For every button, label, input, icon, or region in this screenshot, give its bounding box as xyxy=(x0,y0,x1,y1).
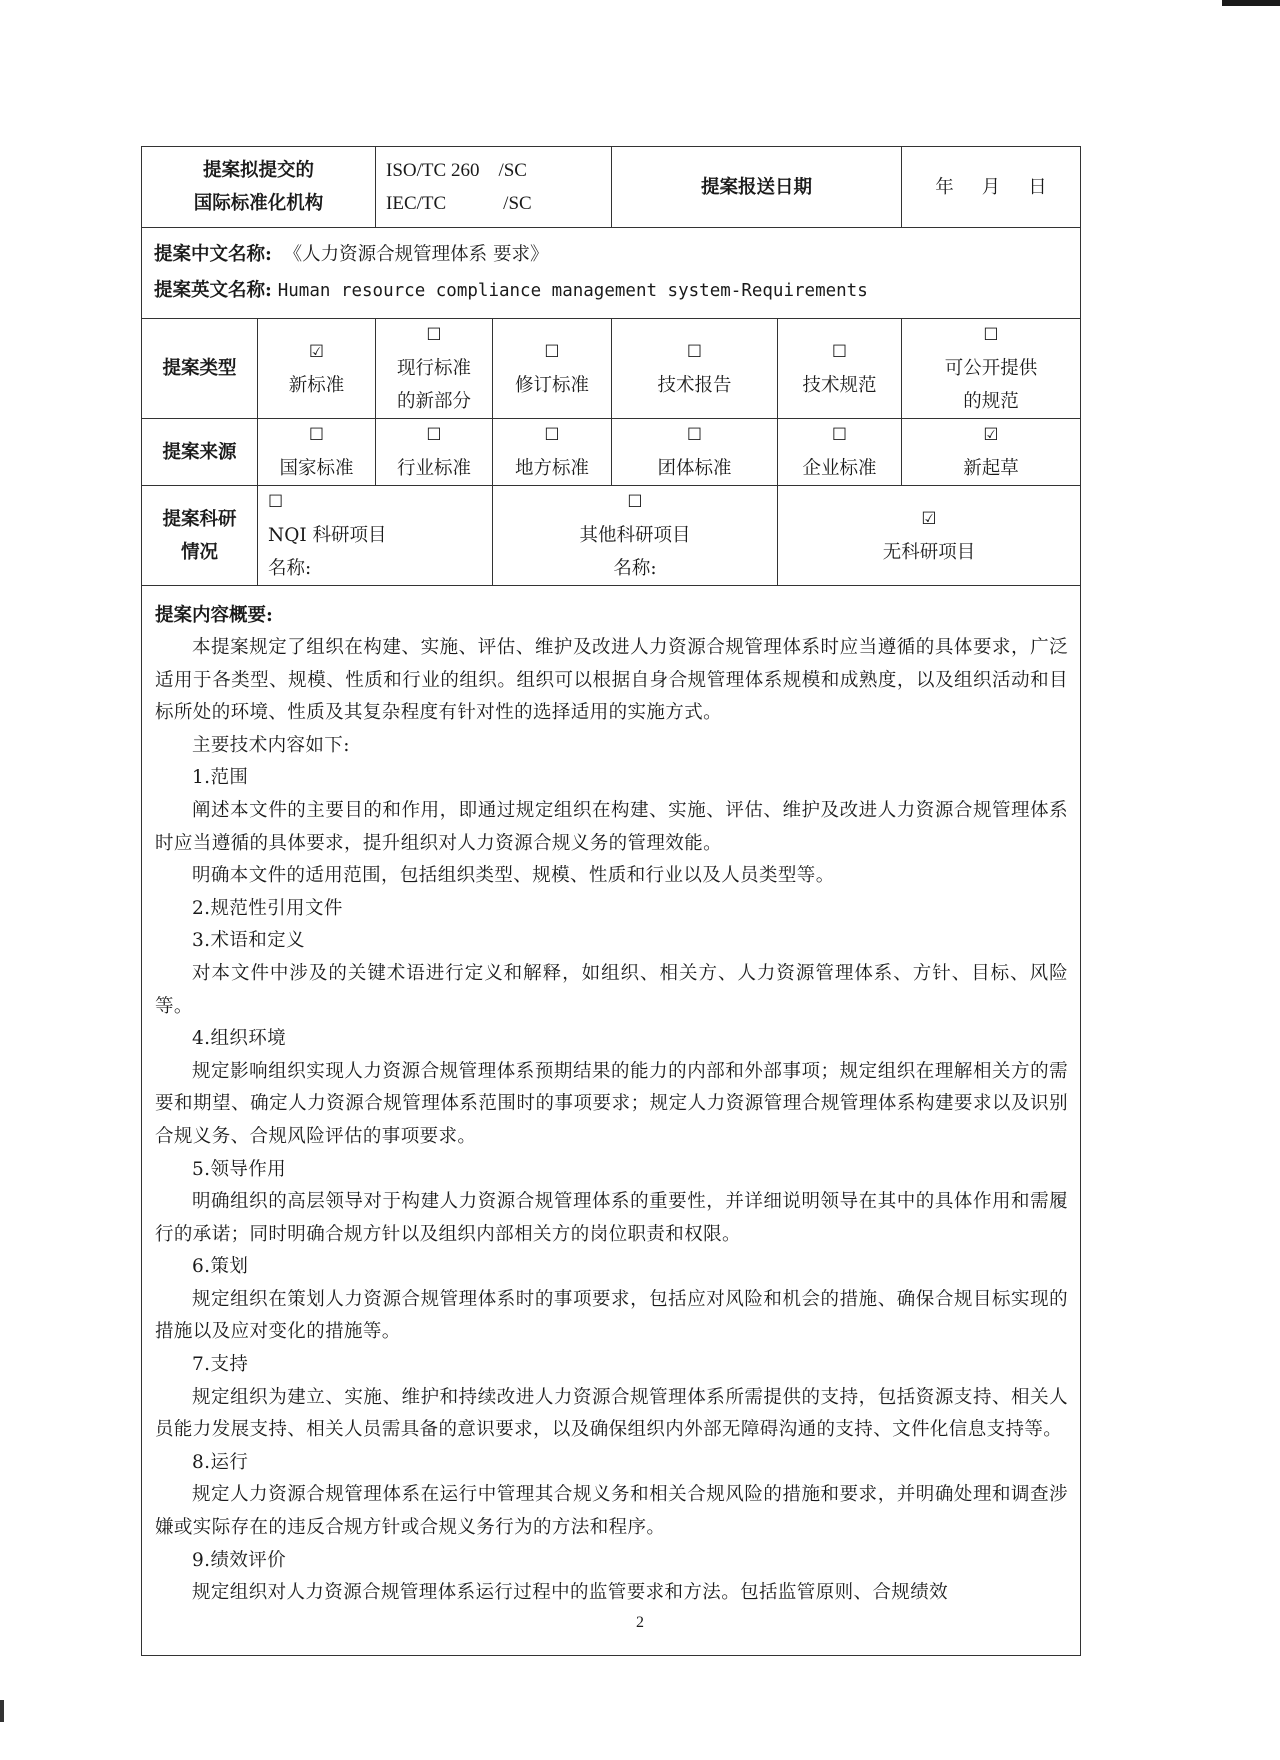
summary-row xyxy=(142,586,1081,1656)
source-option-enterprise[interactable] xyxy=(778,419,902,486)
source-option-label: 地方标准 xyxy=(515,458,590,479)
source-option-new-draft[interactable] xyxy=(902,419,1081,486)
cn-name-line xyxy=(142,237,1080,273)
source-option-national[interactable] xyxy=(258,419,376,486)
source-checkbox-new-draft[interactable]: ☑ xyxy=(983,425,999,445)
date-value-cell xyxy=(902,147,1081,228)
date-year: 年 xyxy=(935,176,954,198)
type-option-technical-spec[interactable] xyxy=(778,319,902,419)
summary-paragraph: 明确本文件的适用范围，包括组织类型、规模、性质和行业以及人员类型等。 xyxy=(192,865,835,887)
type-option-revision[interactable] xyxy=(493,319,612,419)
research-nqi-name-label: 名称: xyxy=(268,558,312,579)
section-heading: 1.范围 xyxy=(192,767,249,789)
type-checkbox-technical-report[interactable]: ☐ xyxy=(686,341,703,362)
type-option-label: 可公开提供 xyxy=(944,358,1038,379)
research-none-cell[interactable] xyxy=(778,486,1081,586)
summary-paragraph: 规定影响组织实现人力资源合规管理体系预期结果的能力的内部和外部事项；规定组织在理解相关方的需要和期望、确定人力资源合规管理体系范围时的事项要求；规定人力资源管理合规管理体系构建要求以及识别合规义务、合规风险评估的事项要求。 xyxy=(155,1060,1069,1147)
en-name-label: 提案英文名称: xyxy=(154,280,272,301)
type-option-label: 修订标准 xyxy=(515,374,590,396)
summary-paragraph: 阐述本文件的主要目的和作用，即通过规定组织在构建、实施、评估、维护及改进人力资源合规管理体系时应当遵循的具体要求，提升组织对人力资源合规义务的管理效能。 xyxy=(155,799,1069,854)
research-other-name-label: 名称: xyxy=(613,558,657,579)
source-option-label: 国家标准 xyxy=(279,458,354,479)
research-other-cell[interactable] xyxy=(493,486,778,586)
summary-paragraph: 对本文件中涉及的关键术语进行定义和解释，如组织、相关方、人力资源管理体系、方针、目标、风险等。 xyxy=(155,962,1069,1017)
type-checkbox-revision[interactable]: ☐ xyxy=(544,341,560,362)
research-label-cell xyxy=(142,486,258,586)
research-label-line2: 情况 xyxy=(180,541,218,563)
proposal-type-label: 提案类型 xyxy=(142,319,258,419)
summary-cell xyxy=(142,586,1081,1656)
source-checkbox-industry[interactable]: ☐ xyxy=(426,425,442,445)
type-checkbox-new-part[interactable]: ☐ xyxy=(426,325,442,345)
section-heading: 4.组织环境 xyxy=(192,1028,287,1050)
section-heading: 6.策划 xyxy=(192,1256,249,1278)
type-option-pas[interactable] xyxy=(902,319,1081,419)
summary-paragraph: 规定组织在策划人力资源合规管理体系时的事项要求，包括应对风险和机会的措施、确保合规目标实现的措施以及应对变化的措施等。 xyxy=(155,1288,1069,1343)
type-option-new-part[interactable] xyxy=(376,319,493,419)
proposal-form-table xyxy=(141,146,1081,1656)
source-option-label: 新起草 xyxy=(963,458,1019,479)
summary-paragraph: 规定组织对人力资源合规管理体系运行过程中的监管要求和方法。包括监管原则、合规绩效 xyxy=(192,1582,949,1604)
research-other-label: 其他科研项目 xyxy=(579,525,691,546)
proposal-source-label: 提案来源 xyxy=(142,419,258,486)
type-option-label: 技术规范 xyxy=(802,374,877,396)
type-checkbox-new-standard[interactable]: ☑ xyxy=(308,341,325,362)
summary-paragraph: 主要技术内容如下: xyxy=(192,734,350,756)
source-option-local[interactable] xyxy=(493,419,612,486)
source-option-label: 团体标准 xyxy=(657,458,732,479)
org-label-cell xyxy=(142,147,376,228)
summary-paragraph: 明确组织的高层领导对于构建人力资源合规管理体系的重要性，并详细说明领导在其中的具体作用和需履行的承诺；同时明确合规方针以及组织内部相关方的岗位职责和权限。 xyxy=(155,1191,1069,1245)
section-heading: 5.领导作用 xyxy=(192,1158,287,1180)
section-heading: 9.绩效评价 xyxy=(192,1549,287,1571)
summary-paragraph: 本提案规定了组织在构建、实施、评估、维护及改进人力资源合规管理体系时应当遵循的具体要求，广泛适用于各类型、规模、性质和行业的组织。组织可以根据自身合规管理体系规模和成熟度，以及组织活动和目标所处的环境、性质及其复杂程度有针对性的选择适用的实施方式。 xyxy=(155,637,1069,724)
proposal-type-row xyxy=(142,319,1081,419)
org-label-line2: 国际标准化机构 xyxy=(193,193,324,214)
type-option-label-line2: 的新部分 xyxy=(397,391,472,412)
source-checkbox-local[interactable]: ☐ xyxy=(544,425,560,445)
source-option-group[interactable] xyxy=(612,419,778,486)
en-name-line xyxy=(142,273,1080,309)
type-option-label: 现行标准 xyxy=(397,358,472,379)
name-row xyxy=(142,228,1081,319)
research-nqi-label: NQI 科研项目 xyxy=(268,525,387,546)
org-value-cell xyxy=(376,147,612,228)
summary-paragraph: 规定组织为建立、实施、维护和持续改进人力资源合规管理体系所需提供的支持，包括资源支持、相关人员能力发展支持、相关人员需具备的意识要求，以及确保组织内外部无障碍沟通的支持、文件化信息支持等。 xyxy=(155,1386,1069,1441)
date-month: 月 xyxy=(981,176,1001,198)
org-row xyxy=(142,147,1081,228)
source-checkbox-group[interactable]: ☐ xyxy=(686,425,703,445)
type-checkbox-technical-spec[interactable]: ☐ xyxy=(831,341,848,362)
source-checkbox-national[interactable]: ☐ xyxy=(308,425,325,445)
en-name-value: Human resource compliance management system-Requirements xyxy=(277,281,868,301)
research-nqi-checkbox[interactable]: ☐ xyxy=(268,492,284,512)
research-label-line1: 提案科研 xyxy=(162,508,237,530)
date-label: 提案报送日期 xyxy=(612,147,902,228)
page-number: 2 xyxy=(636,1614,644,1631)
research-none-label: 无科研项目 xyxy=(882,541,976,563)
cn-name-label: 提案中文名称: xyxy=(154,244,272,265)
type-option-label-line2: 的规范 xyxy=(963,391,1019,412)
section-heading: 8.运行 xyxy=(192,1451,249,1473)
type-option-label: 技术报告 xyxy=(657,374,732,396)
source-option-industry[interactable] xyxy=(376,419,493,486)
research-row xyxy=(142,486,1081,586)
type-option-new-standard[interactable] xyxy=(258,319,376,419)
scan-corner-mark xyxy=(1222,0,1280,6)
research-other-checkbox[interactable]: ☐ xyxy=(627,492,643,512)
type-option-technical-report[interactable] xyxy=(612,319,778,419)
research-none-checkbox[interactable]: ☑ xyxy=(921,508,937,529)
section-heading: 7.支持 xyxy=(192,1354,249,1376)
source-option-label: 企业标准 xyxy=(802,458,877,479)
research-nqi-title xyxy=(268,486,492,552)
cn-name-value: 《人力资源合规管理体系 要求》 xyxy=(283,244,549,265)
org-label-line1: 提案拟提交的 xyxy=(203,160,315,181)
iso-committee: ISO/TC 260 /SC xyxy=(386,160,527,181)
date-day: 日 xyxy=(1028,176,1047,198)
summary-paragraph: 规定人力资源合规管理体系在运行中管理其合规义务和相关合规风险的措施和要求，并明确处理和调查涉嫌或实际存在的违反合规方针或合规义务行为的方法和程序。 xyxy=(155,1484,1069,1539)
summary-title: 提案内容概要: xyxy=(155,605,273,626)
type-option-label: 新标准 xyxy=(288,374,345,396)
proposal-source-row xyxy=(142,419,1081,486)
scan-edge-mark xyxy=(0,1700,4,1722)
proposal-name-cell xyxy=(142,228,1081,319)
type-option-label-line1 xyxy=(902,319,1080,385)
section-heading: 3.术语和定义 xyxy=(192,930,305,952)
type-checkbox-pas[interactable]: ☐ xyxy=(983,325,999,345)
research-other-title xyxy=(493,486,777,552)
source-option-label: 行业标准 xyxy=(397,458,472,479)
research-nqi-cell[interactable] xyxy=(258,486,493,586)
iec-committee: IEC/TC /SC xyxy=(386,193,532,214)
source-checkbox-enterprise[interactable]: ☐ xyxy=(831,425,848,445)
section-heading: 2.规范性引用文件 xyxy=(192,897,343,919)
type-option-label-line1 xyxy=(376,319,492,385)
